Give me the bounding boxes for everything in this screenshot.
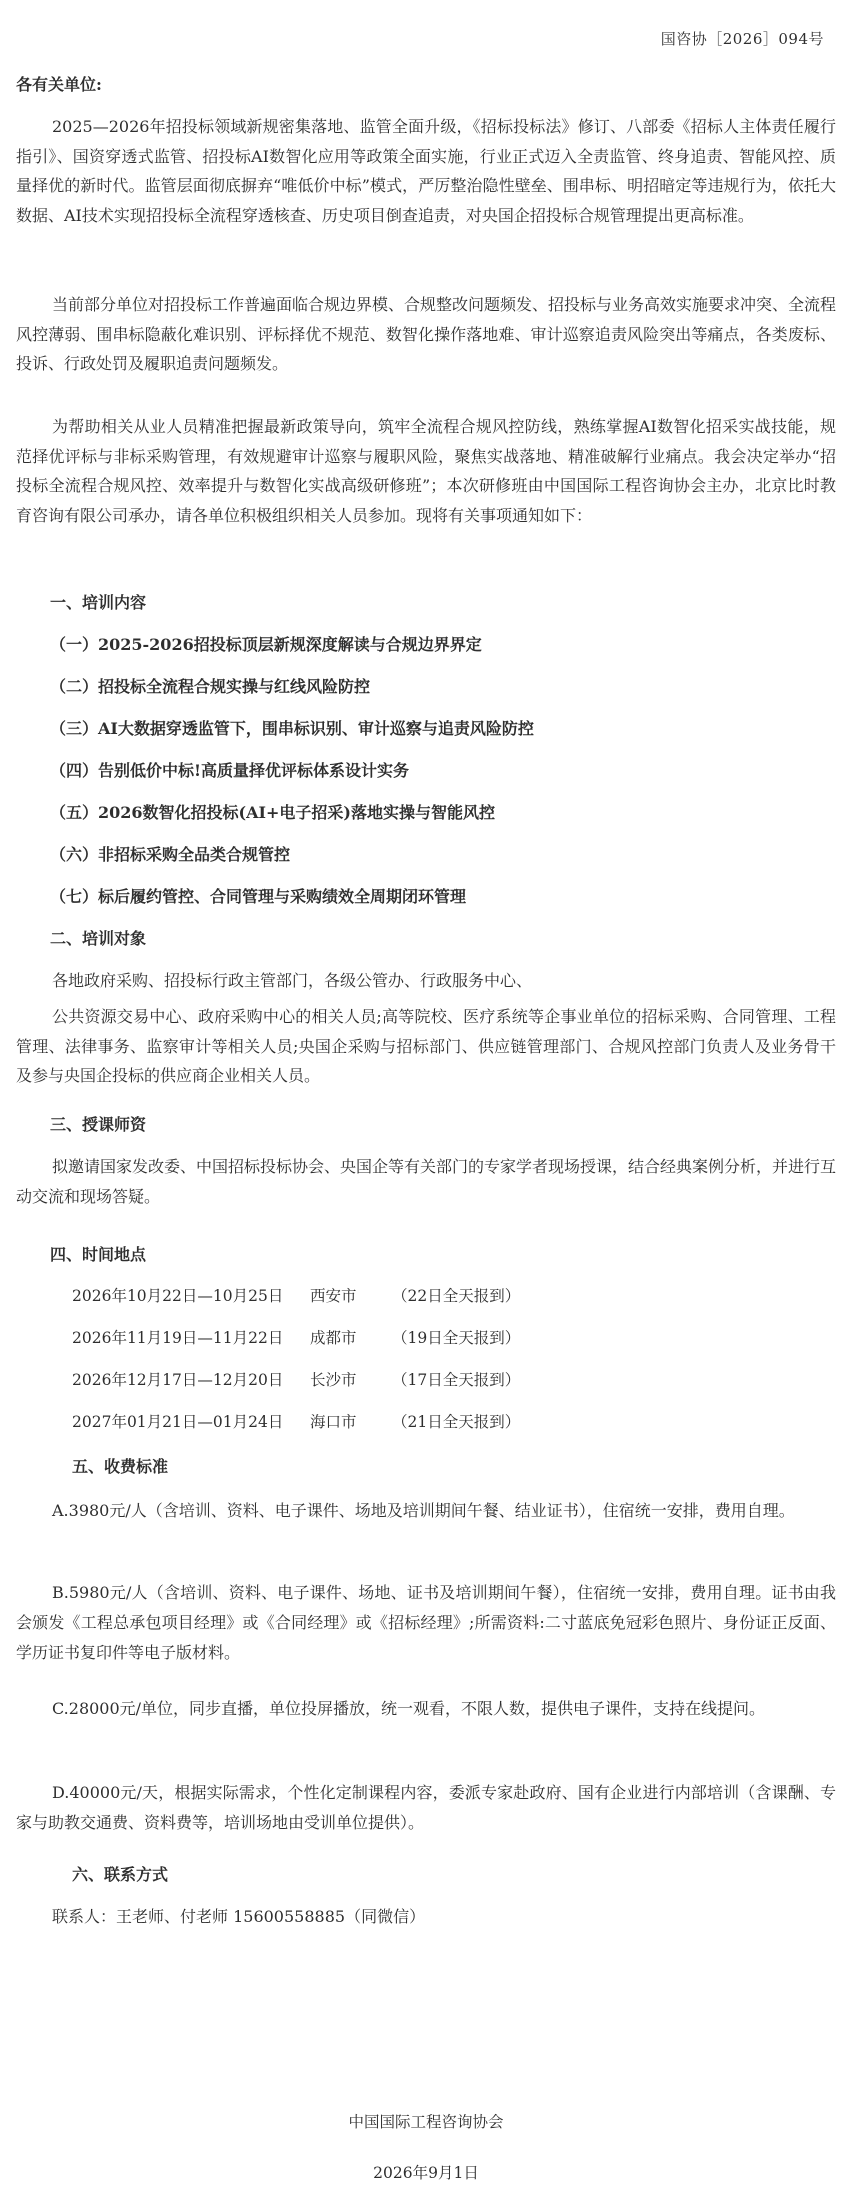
fee-option-c: C.28000元/单位，同步直播，单位投屏播放，统一观看，不限人数，提供电子课件，支持在线提问。 [52, 1699, 766, 1718]
schedule-note: （21日全天报到） [392, 1413, 521, 1431]
section-heading-audience: 二、培训对象 [50, 929, 147, 948]
schedule-note: （22日全天报到） [392, 1287, 521, 1305]
schedule-date: 2027年01月21日—01月24日 [72, 1413, 284, 1431]
content-item-6: （六）非招标采购全品类合规管控 [50, 845, 291, 864]
section-heading-teachers: 三、授课师资 [50, 1115, 147, 1134]
fee-option-a: A.3980元/人（含培训、资料、电子课件、场地及培训期间午餐、结业证书），住宿统一安排，费用自理。 [52, 1501, 795, 1520]
issuing-organization: 中国国际工程咨询协会 [348, 2113, 504, 2131]
schedule-row [72, 1284, 520, 1306]
schedule-city: 长沙市 [310, 1371, 357, 1389]
content-item-4: （四）告别低价中标!高质量择优评标体系设计实务 [50, 761, 410, 780]
schedule-row [72, 1326, 520, 1348]
intro-paragraph-3: 为帮助相关从业人员精准把握最新政策导向，筑牢全流程合规风控防线，熟练掌握AI数智化招采实战技能，规范择优评标与非标采购管理，有效规避审计巡察与履职风险，聚焦实战落地、精准破解行业痛点。我会决定举办“招投标全流程合规风控、效率提升与数智化实战高级研修班”；本次研修班由中国国际工程咨询协会主办，北京比时教育咨询有限公司承办，请各单位积极组织相关人员参加。现将有关事项通知如下： [16, 417, 836, 525]
fee-option-d: D.40000元/天，根据实际需求，个性化定制课程内容，委派专家赴政府、国有企业进行内部培训（含课酬、专家与助教交通费、资料费等，培训场地由受训单位提供）。 [16, 1783, 836, 1832]
section-heading-fees: 五、收费标准 [72, 1457, 169, 1476]
content-item-5: （五）2026数智化招投标(AI+电子招采)落地实操与智能风控 [50, 803, 495, 822]
section-heading-content: 一、培训内容 [50, 593, 147, 612]
schedule-row [72, 1410, 520, 1432]
section-heading-contact: 六、联系方式 [72, 1865, 169, 1884]
document-number: 国咨协［2026］094号 [660, 30, 824, 48]
teachers-paragraph: 拟邀请国家发改委、中国招标投标协会、央国企等有关部门的专家学者现场授课，结合经典案例分析，并进行互动交流和现场答疑。 [16, 1157, 837, 1206]
schedule-city: 西安市 [310, 1287, 357, 1305]
section-heading-schedule: 四、时间地点 [50, 1245, 147, 1264]
content-item-2: （二）招投标全流程合规实操与红线风险防控 [50, 677, 371, 696]
schedule-date: 2026年11月19日—11月22日 [72, 1329, 284, 1347]
content-item-3: （三）AI大数据穿透监管下，围串标识别、审计巡察与追责风险防控 [50, 719, 534, 738]
contact-info: 联系人：王老师、付老师 15600558885（同微信） [52, 1907, 426, 1926]
content-item-7: （七）标后履约管控、合同管理与采购绩效全周期闭环管理 [50, 887, 467, 906]
schedule-row [72, 1368, 520, 1390]
content-item-1: （一）2025-2026招投标顶层新规深度解读与合规边界界定 [50, 635, 482, 654]
schedule-date: 2026年10月22日—10月25日 [72, 1287, 284, 1305]
greeting: 各有关单位: [16, 75, 102, 94]
fee-option-b: B.5980元/人（含培训、资料、电子课件、场地、证书及培训期间午餐），住宿统一安排，费用自理。证书由我会颁发《工程总承包项目经理》或《合同经理》或《招标经理》;所需资料:二寸蓝底免冠彩色照片、身份证正反面、学历证书复印件等电子版材料。 [16, 1583, 836, 1662]
issue-date: 2026年9月1日 [373, 2164, 479, 2182]
intro-paragraph-1: 2025—2026年招投标领域新规密集落地、监管全面升级，《招标投标法》修订、八部委《招标人主体责任履行指引》、国资穿透式监管、招投标AI数智化应用等政策全面实施，行业正式迈入全责监管、终身追责、智能风控、质量择优的新时代。监管层面彻底摒弃“唯低价中标”模式，严厉整治隐性壁垒、围串标、明招暗定等违规行为，依托大数据、AI技术实现招投标全流程穿透核查、历史项目倒查追责，对央国企招投标合规管理提出更高标准。 [16, 117, 836, 225]
schedule-city: 成都市 [310, 1329, 357, 1347]
schedule-note: （19日全天报到） [392, 1329, 521, 1347]
schedule-note: （17日全天报到） [392, 1371, 521, 1389]
audience-paragraph-2: 公共资源交易中心、政府采购中心的相关人员;高等院校、医疗系统等企事业单位的招标采购、合同管理、工程管理、法律事务、监察审计等相关人员;央国企采购与招标部门、供应链管理部门、合规风控部门负责人及业务骨干及参与央国企投标的供应商企业相关人员。 [16, 1007, 836, 1085]
schedule-date: 2026年12月17日—12月20日 [72, 1371, 284, 1389]
schedule-city: 海口市 [310, 1413, 357, 1431]
audience-paragraph-1: 各地政府采购、招投标行政主管部门，各级公管办、行政服务中心、 [52, 971, 533, 990]
intro-paragraph-2: 当前部分单位对招投标工作普遍面临合规边界模、合规整改问题频发、招投标与业务高效实施要求冲突、全流程风控薄弱、围串标隐蔽化难识别、评标择优不规范、数智化操作落地难、审计巡察追责风险突出等痛点，各类废标、投诉、行政处罚及履职追责问题频发。 [16, 295, 837, 373]
